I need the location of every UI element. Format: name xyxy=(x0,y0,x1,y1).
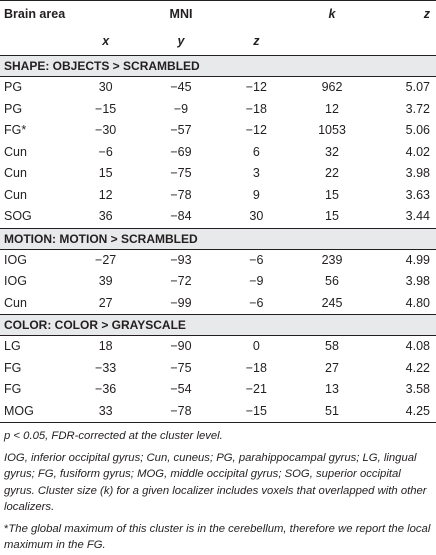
cell-z-score: 3.58 xyxy=(405,382,430,396)
cell-z: −18 xyxy=(245,101,267,116)
cell-k: 56 xyxy=(325,274,339,288)
cell-z-score: 4.25 xyxy=(405,403,430,418)
cell-z-score: 3.72 xyxy=(405,101,430,116)
cell-x: 39 xyxy=(98,274,113,288)
header-x: x xyxy=(102,34,110,48)
header-row-1 xyxy=(0,1,436,29)
cell-brain-area: IOG xyxy=(4,274,27,288)
cell-brain-area: PG xyxy=(4,101,23,116)
header-empty xyxy=(370,28,436,56)
cell-brain-area: FG* xyxy=(4,123,27,137)
cell-z: −15 xyxy=(245,403,267,418)
cell-x: −15 xyxy=(95,101,117,116)
footnote xyxy=(4,521,432,554)
header-row-2 xyxy=(0,28,436,56)
cell-x: −30 xyxy=(95,123,117,137)
section-title: COLOR: COLOR > GRAYSCALE xyxy=(0,315,436,336)
cell-z: 6 xyxy=(252,144,260,159)
cell-y: −78 xyxy=(170,403,192,418)
cell-y: −72 xyxy=(170,274,192,288)
cell-brain-area: Cun xyxy=(4,187,27,202)
cell-x: 18 xyxy=(98,339,113,353)
cell-z-score: 4.08 xyxy=(405,339,430,353)
cell-brain-area: Cun xyxy=(4,166,27,180)
table-notes xyxy=(0,428,436,554)
cell-brain-area: PG xyxy=(4,80,23,94)
cell-k: 245 xyxy=(321,295,343,310)
cell-k: 13 xyxy=(325,382,339,396)
cell-brain-area: SOG xyxy=(4,209,32,223)
table-row xyxy=(0,271,436,293)
table-row xyxy=(0,120,436,142)
cell-k: 32 xyxy=(325,144,339,159)
cell-k: 239 xyxy=(321,252,343,267)
cell-z: 30 xyxy=(249,209,264,223)
cell-y: −75 xyxy=(170,166,192,180)
cell-y: −84 xyxy=(170,209,192,223)
cell-y: −99 xyxy=(170,295,192,310)
table-row xyxy=(0,77,436,99)
cell-z: −6 xyxy=(249,295,264,310)
cell-z-score: 3.44 xyxy=(405,209,430,223)
cell-y: −93 xyxy=(170,252,192,267)
cell-k: 22 xyxy=(325,166,339,180)
header-z-coord: z xyxy=(253,34,260,48)
table-row xyxy=(0,336,436,358)
cell-z-score: 4.80 xyxy=(405,295,430,310)
cell-z: −6 xyxy=(249,252,264,267)
cell-z-score: 3.63 xyxy=(405,187,430,202)
cell-y: −90 xyxy=(170,339,192,353)
cell-z: −21 xyxy=(245,382,267,396)
cell-z-score: 3.98 xyxy=(405,274,430,288)
cell-x: 36 xyxy=(98,209,113,223)
cell-z-score: 4.22 xyxy=(405,360,430,375)
section-header-row xyxy=(0,228,436,249)
cell-k: 15 xyxy=(325,187,339,202)
cell-y: −69 xyxy=(170,144,192,159)
cell-y: −75 xyxy=(170,360,192,375)
header-empty xyxy=(294,28,370,56)
cell-k: 962 xyxy=(321,80,343,94)
cell-x: 30 xyxy=(98,80,113,94)
table-row xyxy=(0,358,436,380)
table-row xyxy=(0,401,436,423)
header-empty xyxy=(0,28,68,56)
cell-z: −12 xyxy=(245,123,267,137)
cell-brain-area: MOG xyxy=(4,403,34,418)
cell-brain-area: LG xyxy=(4,339,21,353)
header-y: y xyxy=(177,34,185,48)
cell-z: −12 xyxy=(245,80,267,94)
cell-x: −6 xyxy=(98,144,113,159)
cell-x: −36 xyxy=(95,382,117,396)
cell-x: −33 xyxy=(95,360,117,375)
cell-z: −18 xyxy=(245,360,267,375)
table-row xyxy=(0,185,436,207)
cell-k: 12 xyxy=(325,101,339,116)
cell-z: 9 xyxy=(252,187,260,202)
table-row xyxy=(0,99,436,121)
cell-z-score: 5.07 xyxy=(405,80,430,94)
section-header-row xyxy=(0,56,436,77)
cell-k: 51 xyxy=(325,403,339,418)
cell-x: 12 xyxy=(98,187,113,202)
cell-z-score: 3.98 xyxy=(405,166,430,180)
cell-y: −57 xyxy=(170,123,192,137)
cell-y: −9 xyxy=(173,101,189,116)
section-header-row xyxy=(0,315,436,336)
section-title: MOTION: MOTION > SCRAMBLED xyxy=(0,228,436,249)
footnote-mark: * xyxy=(4,522,9,535)
section-title: SHAPE: OBJECTS > SCRAMBLED xyxy=(0,56,436,77)
cell-k: 15 xyxy=(325,209,339,223)
cell-x: 33 xyxy=(98,403,113,418)
cell-y: −54 xyxy=(170,382,192,396)
cell-z-score: 4.99 xyxy=(405,252,430,267)
cell-z-score: 5.06 xyxy=(405,123,430,137)
cell-x: 15 xyxy=(98,166,113,180)
cell-k: 58 xyxy=(325,339,339,353)
cell-z: 0 xyxy=(252,339,260,353)
cell-z: 3 xyxy=(252,166,260,180)
cell-brain-area: FG xyxy=(4,360,22,375)
table-row xyxy=(0,249,436,271)
cell-x: 27 xyxy=(98,295,113,310)
table-row xyxy=(0,293,436,315)
cell-z-score: 4.02 xyxy=(405,144,430,159)
cell-k: 1053 xyxy=(318,123,346,137)
table-row xyxy=(0,379,436,401)
table-body xyxy=(0,56,436,423)
cell-brain-area: IOG xyxy=(4,252,27,267)
footnote-text: The global maximum of this cluster is in the cerebellum, therefore we report the local maximum in the FG. xyxy=(4,522,431,551)
header-k: k xyxy=(328,7,336,21)
cell-k: 27 xyxy=(325,360,339,375)
header-z: z xyxy=(423,7,430,21)
significance-note: p < 0.05, FDR-corrected at the cluster level. xyxy=(4,430,223,442)
cell-x: −27 xyxy=(95,252,117,267)
table-row xyxy=(0,206,436,228)
cell-y: −78 xyxy=(170,187,192,202)
cell-z: −9 xyxy=(249,274,264,288)
cell-y: −45 xyxy=(170,80,192,94)
cell-brain-area: FG xyxy=(4,382,22,396)
table-row xyxy=(0,163,436,185)
header-brain-area: Brain area xyxy=(4,7,66,21)
table-row xyxy=(0,142,436,164)
cell-brain-area: Cun xyxy=(4,144,27,159)
abbreviations-note: IOG, inferior occipital gyrus; Cun, cuneus; PG, parahippocampal gyrus; LG, lingual gyrus; FG, fusiform gyrus; MOG, middle occipital gyrus; SOG, superior occipital gyrus. Cluster size (k) for a given localizer includes voxels that overlapped with other localizers. xyxy=(4,451,427,513)
cell-brain-area: Cun xyxy=(4,295,27,310)
header-mni: MNI xyxy=(169,7,193,21)
